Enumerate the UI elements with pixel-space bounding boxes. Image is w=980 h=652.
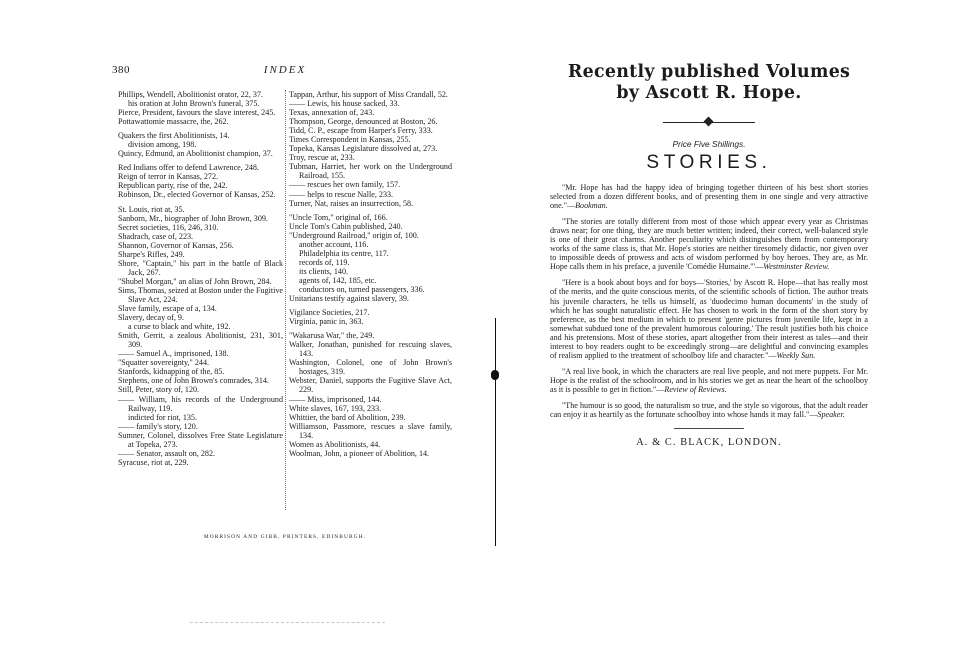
index-entry: Women as Abolitionists, 44. <box>289 439 381 449</box>
index-entry: Virginia, panic in, 363. <box>289 317 364 327</box>
index-entry: —— Senator, assault on, 282. <box>118 448 216 458</box>
closing-rule <box>674 428 744 429</box>
review-quote <box>550 401 868 419</box>
column-divider <box>285 90 286 510</box>
index-entry: Sanborn, Mr., biographer of John Brown, 309. <box>118 213 268 223</box>
index-entry: White slaves, 167, 193, 233. <box>289 403 382 413</box>
index-entry: Pottawattomie massacre, the, 262. <box>118 117 229 127</box>
review-text: "The humour is so good, the naturalism so true, and the style so vigorous, that the adult reader can enjoy it as heartily as the fortunate schoolboy into whose hands it may fall."— <box>550 400 868 420</box>
review-source: Bookman. <box>575 201 608 211</box>
review-quote <box>550 278 868 359</box>
index-entry: "Squatter sovereignty," 244. <box>118 358 210 368</box>
printer-imprint: MORRISON AND GIBB, PRINTERS, EDINBURGH. <box>203 534 367 540</box>
index-entry: Sims, Thomas, seized at Boston under the Fugitive Slave Act, 224. <box>118 285 283 304</box>
index-entry: Phillips, Wendell, Abolitionist orator, 22, 37. <box>118 90 264 99</box>
index-entry: —— Samuel A., imprisoned, 138. <box>118 349 229 359</box>
index-entry: Still, Peter, story of, 120. <box>118 385 200 395</box>
review-source: Review of Reviews. <box>664 384 727 394</box>
review-source: Westminster Review. <box>763 262 830 272</box>
index-entry: Republican party, rise of the, 242. <box>118 181 228 191</box>
index-entry: Sumner, Colonel, dissolves Free State Legislature at Topeka, 273. <box>118 430 283 449</box>
ornament-divider <box>663 118 755 126</box>
index-entry: Shore, "Captain," his part in the battle of Black Jack, 267. <box>118 258 283 277</box>
review-quote <box>550 217 868 271</box>
index-entry: "Uncle Tom," original of, 166. <box>289 212 388 222</box>
index-entry: "Shubel Morgan," an alias of John Brown, 284. <box>118 276 272 286</box>
index-entry: Tubman, Harriet, her work on the Underground Railroad, 155. <box>289 162 452 181</box>
index-entry: Webster, Daniel, supports the Fugitive Slave Act, 229. <box>289 376 452 395</box>
index-entry: Whittier, the bard of Abolition, 239. <box>289 412 406 422</box>
price-line: Price Five Shillings. <box>672 139 746 149</box>
index-entry: Slave family, escape of a, 134. <box>118 304 217 314</box>
advert-title <box>550 62 868 104</box>
index-entry: "Underground Railroad," origin of, 100. <box>289 230 419 240</box>
index-entry: Williamson, Passmore, rescues a slave family, 134. <box>289 421 452 440</box>
index-entry: "Wakarusa War," the, 249. <box>289 331 375 341</box>
index-entry: Red Indians offer to defend Lawrence, 248. <box>118 163 259 173</box>
index-entry: records of, 119. <box>299 257 350 267</box>
index-entry: Times Correspondent in Kansas, 255. <box>289 135 411 145</box>
publisher-line: A. & C. BLACK, LONDON. <box>636 437 782 449</box>
index-entry: Tidd, C. P., escape from Harper's Ferry, 333. <box>289 126 433 136</box>
diamond-ornament-icon <box>704 117 714 127</box>
index-entry: Woolman, John, a pioneer of Abolition, 14. <box>289 448 430 458</box>
review-text: "The stories are totally different from most of those which appear every year as Christmas draws near; for one thing, they are much better written; indeed, their correct, well-balanced style is one of their great charms. Another peculiarity which distinguishes them from contemporary works of the same class is, that Mr. Hope's stories are neither tiresomely didactic, nor given over to impossible deeds of prowess and acts of wisdom performed by boy heroes. They are, as Mr. Hope calls them in his preface, a juvenile 'Comédie Humaine.'"— <box>550 217 868 272</box>
index-entry: Shadrach, case of, 223. <box>118 231 194 241</box>
index-entry: —— rescues her own family, 157. <box>289 180 401 190</box>
index-entry: Stanfords, kidnapping of the, 85. <box>118 367 225 377</box>
index-entry: Uncle Tom's Cabin published, 240. <box>289 221 403 231</box>
gutter-mark <box>491 370 499 380</box>
index-entry: —— helps to rescue Nalle, 233. <box>289 189 394 199</box>
index-entry: Shannon, Governor of Kansas, 256. <box>118 240 234 250</box>
index-entry: Unitarians testify against slavery, 39. <box>289 294 409 304</box>
index-entry: Topeka, Kansas Legislature dissolved at, 273. <box>289 144 438 154</box>
index-entry: Quakers the first Abolitionists, 14. <box>118 131 230 141</box>
index-entry: Slavery, decay of, 9. <box>118 313 184 323</box>
index-entry: Sharpe's Rifles, 249. <box>118 249 185 259</box>
index-column-left <box>118 90 283 467</box>
running-head: INDEX <box>263 64 307 76</box>
index-entry: conductors on, turned passengers, 336. <box>299 284 425 294</box>
index-entry: Reign of terror in Kansas, 272. <box>118 172 219 182</box>
review-quote <box>550 183 868 210</box>
review-text: "A real live book, in which the characters are real live people, and not mere puppets. For Mr. Hope is the realist of the schoolroom, and in his stories we get as near the heart of the schoolboy as it is possible to get in fiction."— <box>550 366 868 394</box>
index-entry: division among, 198. <box>128 140 197 150</box>
index-entry: agents of, 142, 185, etc. <box>299 275 377 285</box>
index-entry: Philadelphia its centre, 117. <box>299 248 389 258</box>
review-source: Weekly Sun. <box>776 350 816 360</box>
gutter-line <box>495 318 496 546</box>
index-entry: its clients, 140. <box>299 266 349 276</box>
index-entry: —— William, his records of the Underground Railway, 119. <box>118 394 283 413</box>
index-entry: Secret societies, 116, 246, 310. <box>118 222 219 232</box>
index-entry: Texas, annexation of, 243. <box>289 108 375 118</box>
index-entry: —— Lewis, his house sacked, 33. <box>289 99 400 109</box>
index-entry: Pierce, President, favours the slave interest, 245. <box>118 108 276 118</box>
index-entry: Quincy, Edmund, an Abolitionist champion, 37. <box>118 149 273 159</box>
advertisement-page <box>550 62 868 552</box>
scan-edge-marks <box>190 622 385 623</box>
index-entry: Stephens, one of John Brown's comrades, 314. <box>118 376 269 386</box>
review-text: "Mr. Hope has had the happy idea of bringing together thirteen of his best short stories selected from a dozen different books, and of presenting them in one single and very attractive one."— <box>550 183 868 211</box>
book-heading: STORIES. <box>646 152 772 173</box>
index-entry: Syracuse, riot at, 229. <box>118 457 189 467</box>
index-entry: Washington, Colonel, one of John Brown's hostages, 319. <box>289 358 452 377</box>
review-text: "Here is a book about boys and for boys—'Stories,' by Ascott R. Hope—that has really most of the merits, and the quite conscious merits, of the scientific schools of fiction. The author treats his juvenile characters, he tells us himself, as 'duodecimo human documents' in the study of which he has sought naturalistic effect. He has chosen to work in the form of the short story by preference, as the best medium in which to present 'genre pictures from juvenile life, kept in a somewhat subdued tone of the prevalent humorous colouring.' The result justifies both his choice and his pretensions. Most of these stories, apart altogether from their interest as tales—and their interest to boy readers ought to be exceedingly strong—are delightful and convincing examples of realism applied to the treatment of schoolboy life and character."— <box>550 278 868 360</box>
index-entry: Tappan, Arthur, his support of Miss Crandall, 52. <box>289 90 448 99</box>
index-entry: St. Louis, riot at, 35. <box>118 204 185 214</box>
index-entry: Turner, Nat, raises an insurrection, 58. <box>289 198 414 208</box>
title-line-2: by Ascott R. Hope. <box>616 83 802 103</box>
book-gutter <box>490 318 500 546</box>
index-page <box>112 64 458 554</box>
index-entry: his oration at John Brown's funeral, 375. <box>128 99 260 109</box>
index-entry: Walker, Jonathan, punished for rescuing slaves, 143. <box>289 340 452 359</box>
index-entry: indicted for riot, 135. <box>128 412 198 422</box>
review-list <box>550 183 868 419</box>
title-line-1: Recently published Volumes <box>567 62 851 82</box>
index-entry: Vigilance Societies, 217. <box>289 308 370 318</box>
index-entry: a curse to black and white, 192. <box>128 322 231 332</box>
index-entry: another account, 116. <box>299 239 369 249</box>
index-entry: —— Miss, imprisoned, 144. <box>289 394 382 404</box>
index-entry: Smith, Gerrit, a zealous Abolitionist, 231, 301, 309. <box>118 331 283 350</box>
index-entry: —— family's story, 120. <box>118 421 198 431</box>
index-entry: Thompson, George, denounced at Boston, 26. <box>289 117 438 127</box>
review-source: Speaker. <box>817 410 845 420</box>
review-quote <box>550 367 868 394</box>
page-number: 380 <box>112 64 130 76</box>
index-entry: Troy, rescue at, 233. <box>289 153 355 163</box>
index-column-right <box>289 90 452 458</box>
index-entry: Robinson, Dr., elected Governor of Kansas, 252. <box>118 190 276 200</box>
